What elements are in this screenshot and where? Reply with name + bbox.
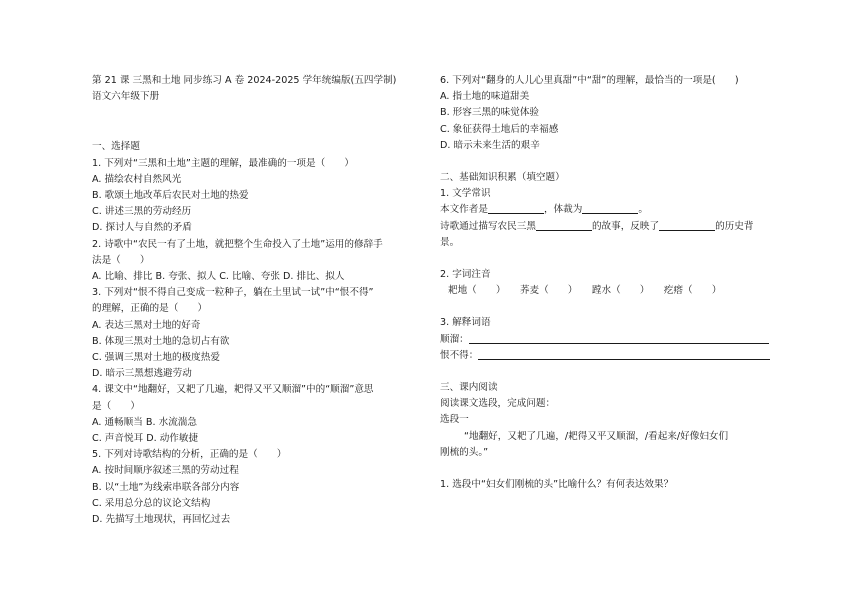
fill-1-text-a: 本文作者是 [440, 204, 488, 216]
shunliu-answer-line[interactable] [469, 332, 769, 344]
question-5-stem: 5. 下列对诗歌结构的分析，正确的是（ ） [92, 449, 287, 461]
question-6-stem: 6. 下列对“翻身的人儿心里真甜”中“甜”的理解，最恰当的一项是( ) [440, 75, 739, 86]
section-heading-reading: 三、课内阅读 [440, 382, 498, 394]
question-4-stem: 4. 课文中“地翻好，又耙了几遍，耙得又平又顺溜”中的“顺溜”意思 [92, 384, 374, 396]
fill-1-text-f: 的历史背 [715, 220, 754, 232]
question-3-option-b: B. 体现三黑对土地的急切占有欲 [92, 335, 230, 347]
question-1-option-b: B. 歌颂土地改革后农民对土地的热爱 [92, 190, 249, 202]
section-heading-choice: 一、选择题 [92, 141, 140, 153]
fill-1-line3: 景。 [440, 236, 460, 248]
fill-1-text-d: 诗歌通过描写农民三黑 [440, 220, 536, 232]
reading-intro: 阅读课文选段，完成问题： [440, 398, 556, 410]
fill-1-text-c: 。 [638, 204, 648, 216]
question-6-option-d: D. 暗示未来生活的艰辛 [440, 139, 540, 151]
question-3-stem: 3. 下列对“恨不得自己变成一粒种子，躺在土里试一试”中“恨不得” [92, 287, 374, 299]
fill-3-title: 3. 解释词语 [440, 317, 491, 329]
question-1-option-c: C. 讲述三黑的劳动经历 [92, 206, 192, 218]
question-1-stem: 1. 下列对“三黑和土地”主题的理解，最准确的一项是（ ） [92, 157, 354, 169]
page-title-line2: 语文六年级下册 [92, 91, 160, 103]
question-5-option-b: B. 以“土地”为线索串联各部分内容 [92, 481, 240, 493]
question-1-option-d: D. 探讨人与自然的矛盾 [92, 222, 192, 234]
fill-2-title: 2. 字词注音 [440, 269, 491, 281]
fill-3-word1-label: 顺溜： [440, 333, 469, 345]
excerpt-line2: 刚梳的头。” [440, 446, 489, 458]
question-2-options: A. 比喻、排比 B. 夸张、拟人 C. 比喻、夸张 D. 排比、拟人 [92, 271, 345, 283]
fill-1-title: 1. 文学常识 [440, 188, 491, 200]
section-heading-fill: 二、基础知识积累（填空题） [440, 172, 565, 184]
question-5-option-a: A. 按时间顺序叙述三黑的劳动过程 [92, 465, 239, 477]
genre-blank[interactable] [582, 202, 638, 214]
fill-1-line2 [440, 219, 775, 235]
fill-3-word1 [440, 332, 775, 348]
question-4-stem-cont: 是（ ） [92, 400, 140, 412]
question-2-stem: 2. 诗歌中“农民一有了土地，就把整个生命投入了土地”运用的修辞手 [92, 238, 383, 250]
question-3-option-c: C. 强调三黑对土地的极度热爱 [92, 352, 220, 364]
question-6-option-c: C. 象征获得土地后的幸福感 [440, 123, 559, 135]
question-5-option-d: D. 先描写土地现状，再回忆过去 [92, 514, 231, 526]
question-3-option-a: A. 表达三黑对土地的好奇 [92, 319, 201, 331]
fill-1-text-e: 的故事，反映了 [591, 220, 660, 232]
question-3-stem-cont: 的理解，正确的是（ ） [92, 303, 208, 315]
background-blank[interactable] [659, 219, 715, 231]
question-6-option-b: B. 形容三黑的味觉体验 [440, 107, 540, 119]
question-3-option-d: D. 暗示三黑想逃避劳动 [92, 368, 192, 380]
story-blank[interactable] [536, 219, 592, 231]
author-blank[interactable] [488, 202, 544, 214]
left-column [92, 73, 430, 528]
reading-question-1: 1. 选段中“妇女们刚梳的头”比喻什么？有何表达效果？ [440, 479, 674, 491]
question-4-options-ab: A. 通畅顺当 B. 水流湍急 [92, 416, 197, 428]
excerpt-label: 选段一 [440, 414, 469, 426]
question-2-stem-cont: 法是（ ） [92, 254, 150, 266]
fill-1-line1 [440, 202, 775, 218]
question-6-option-a: A. 指土地的味道甜美 [440, 91, 530, 103]
right-column [440, 73, 775, 493]
fill-2-items: 耙地（ ） 荞麦（ ） 蹚水（ ） 疙瘩（ ） [448, 285, 722, 297]
question-1-option-a: A. 描绘农村自然风光 [92, 173, 182, 185]
fill-3-word2-label: 恨不得： [440, 349, 479, 361]
question-5-option-c: C. 采用总分总的议论文结构 [92, 497, 211, 509]
page-title-line1: 第 21 课 三黑和土地 同步练习 A 卷 2024-2025 学年统编版(五四学制) [92, 75, 397, 86]
henbude-answer-line[interactable] [478, 348, 770, 360]
fill-1-text-b: ，体裁为 [543, 204, 583, 216]
excerpt-line1: “地翻好，又耙了几遍，/耙得又平又顺溜，/看起来/好像妇女们 [464, 430, 729, 442]
fill-3-word2 [440, 348, 775, 364]
question-4-options-cd: C. 声音悦耳 D. 动作敏捷 [92, 433, 199, 445]
